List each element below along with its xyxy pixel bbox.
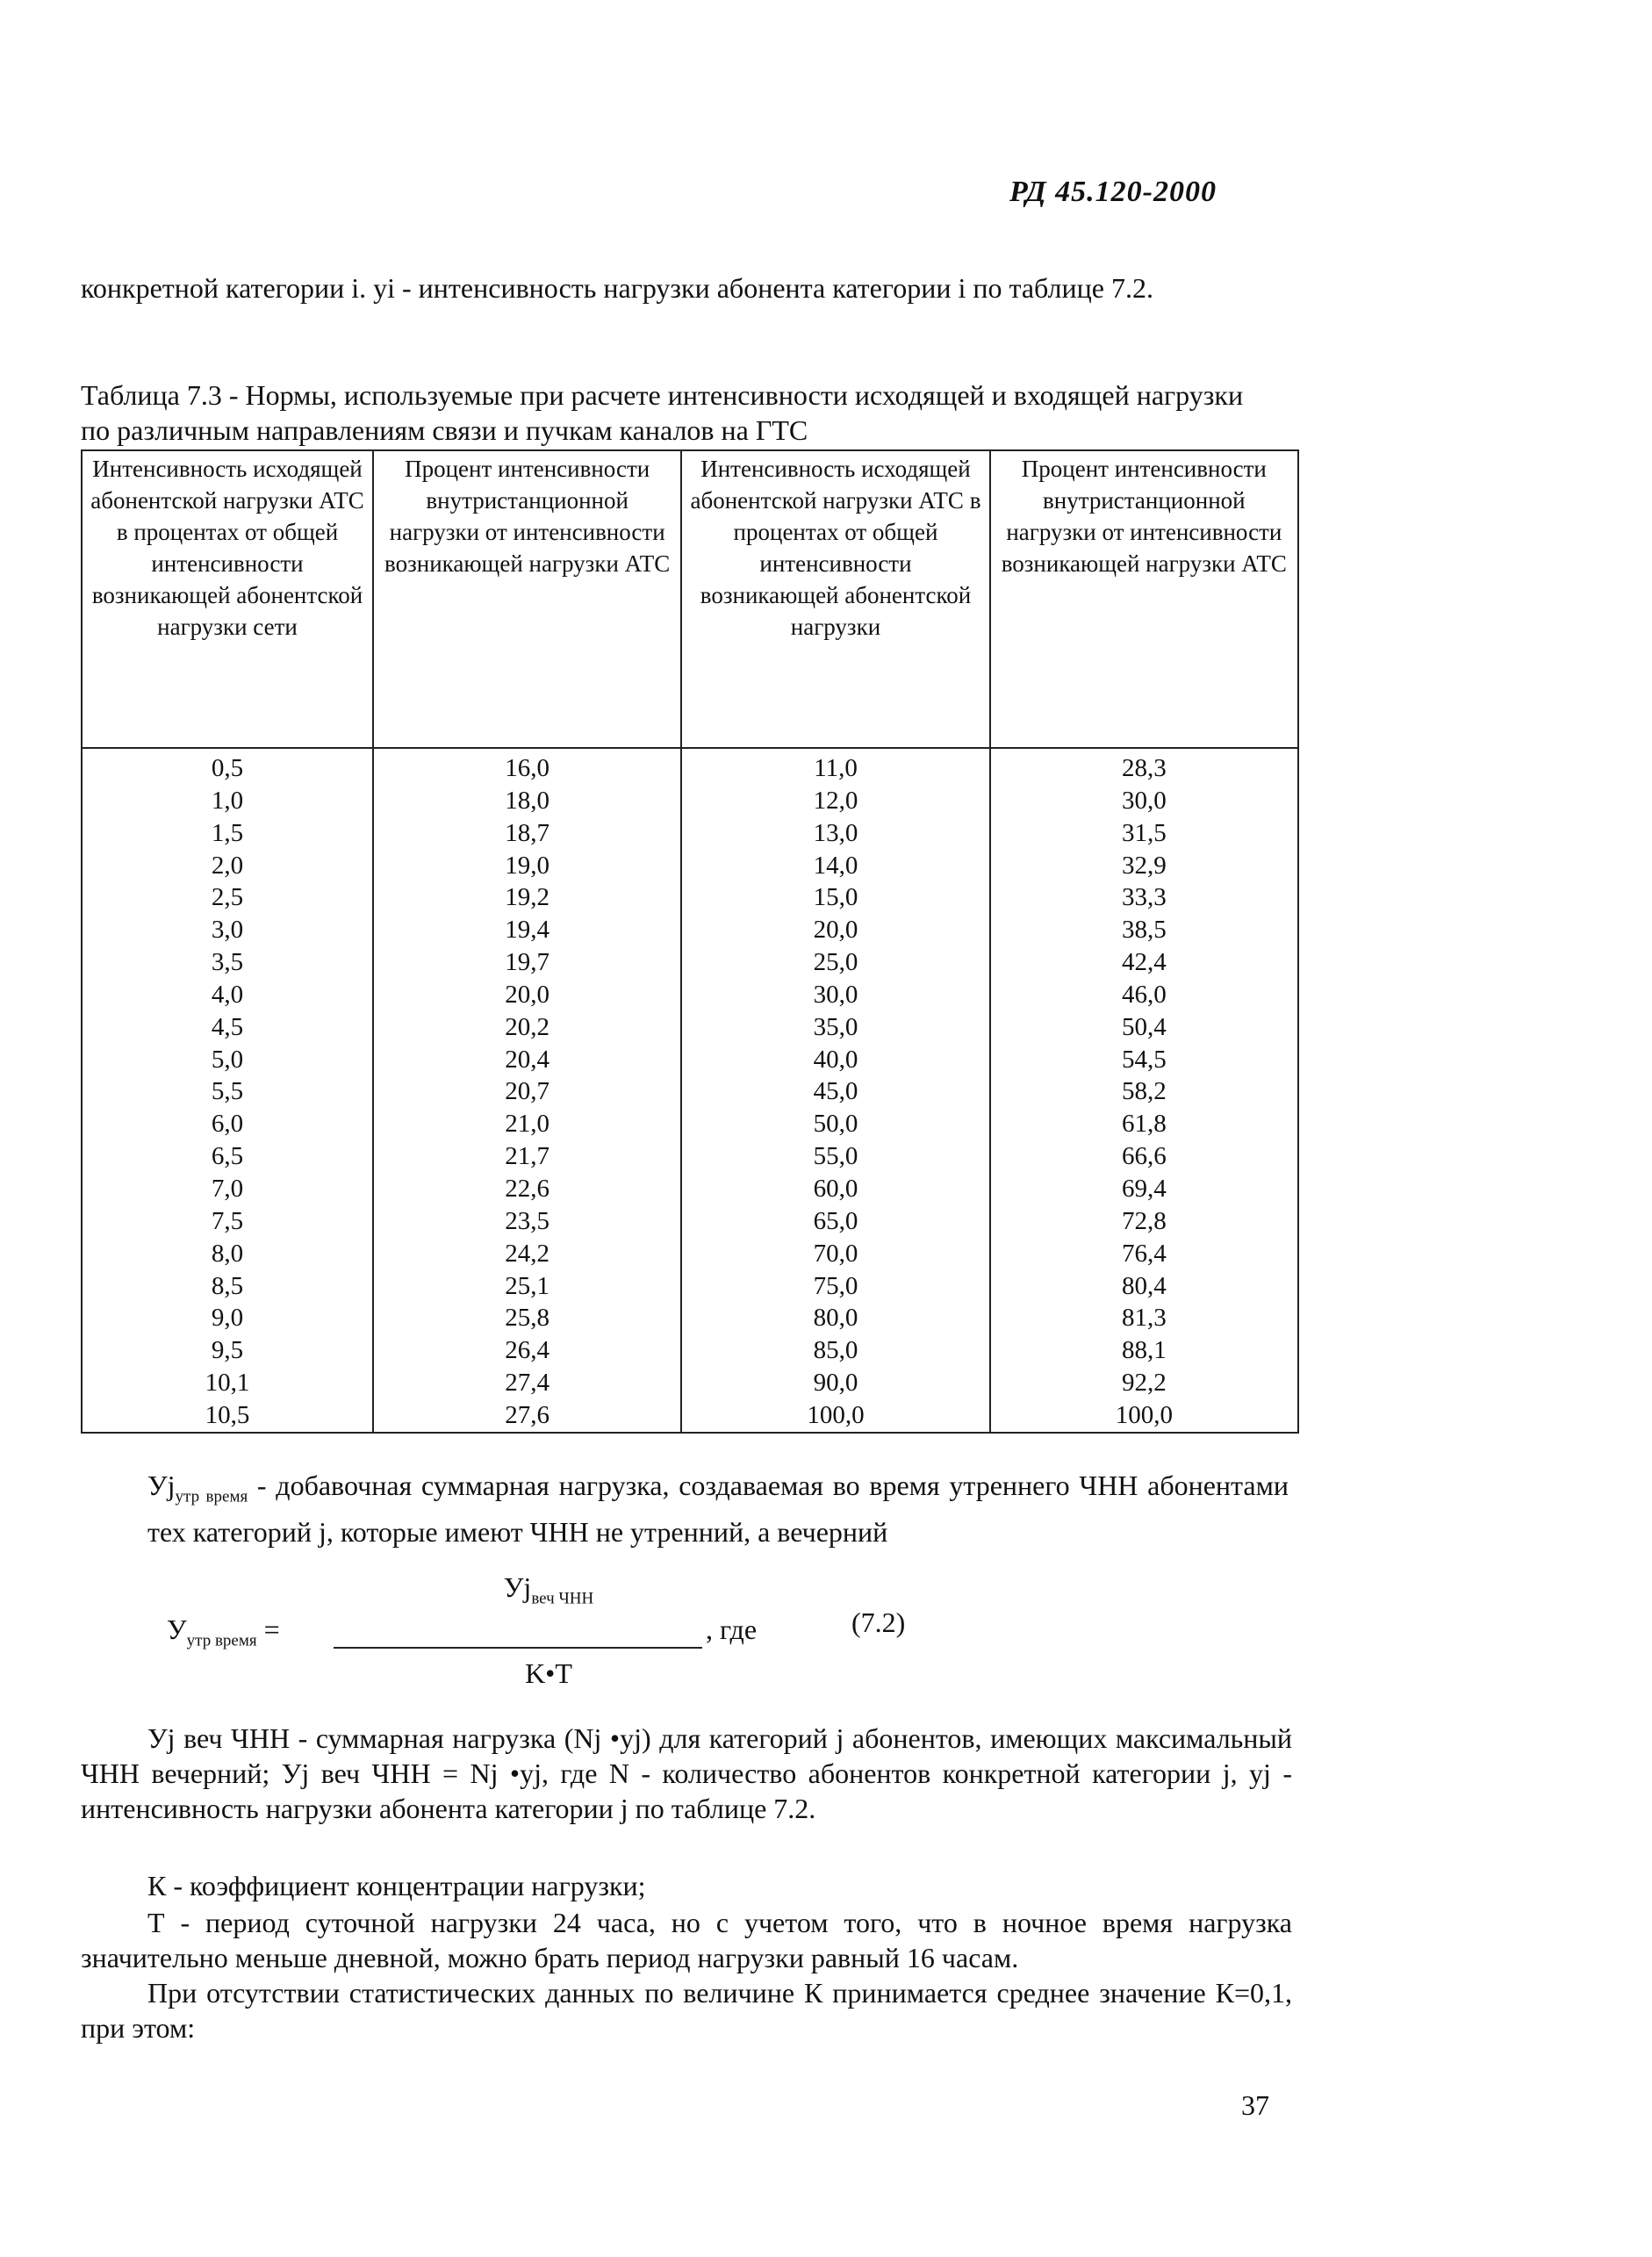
- table-row: [82, 785, 1298, 817]
- table-cell: 50,4: [990, 1011, 1298, 1044]
- table-cell: 10,1: [82, 1367, 373, 1399]
- table-row: [82, 1334, 1298, 1367]
- table-cell: 4,0: [82, 979, 373, 1011]
- table-cell: 92,2: [990, 1367, 1298, 1399]
- table-cell: 28,3: [990, 748, 1298, 785]
- table-cell: 14,0: [681, 850, 989, 882]
- formula-num-sub: веч ЧНН: [531, 1589, 594, 1608]
- table-cell: 30,0: [990, 785, 1298, 817]
- table-cell: 20,4: [373, 1044, 681, 1076]
- fraction-bar: [334, 1647, 702, 1649]
- equation-number: (7.2): [851, 1606, 906, 1638]
- formula-suffix: , где: [706, 1614, 758, 1645]
- table-cell: 61,8: [990, 1108, 1298, 1140]
- table-cell: 31,5: [990, 817, 1298, 850]
- table-cell: 19,0: [373, 850, 681, 882]
- table-row: [82, 748, 1298, 785]
- table-cell: 76,4: [990, 1238, 1298, 1270]
- table-caption: Таблица 7.3 - Нормы, используемые при расчете интенсивности исходящей и входящей нагрузки по различным направлениям связи и пучкам каналов на ГТС: [81, 379, 1244, 446]
- table-cell: 18,7: [373, 817, 681, 850]
- col-header-outgoing-share: Интенсивность исходящей абонентской нагрузки АТС в процентах от общей интенсивности возникающей абонентской нагрузки сети: [82, 450, 373, 748]
- table-cell: 21,7: [373, 1140, 681, 1173]
- table-row: [82, 1302, 1298, 1334]
- table-row: [82, 1367, 1298, 1399]
- table-cell: 60,0: [681, 1173, 989, 1205]
- table-header-row: [82, 450, 1298, 748]
- table-cell: 20,2: [373, 1011, 681, 1044]
- table-row: [82, 881, 1298, 914]
- table-row: [82, 914, 1298, 946]
- norms-table: [81, 449, 1299, 1434]
- table-cell: 8,5: [82, 1270, 373, 1303]
- table-cell: 80,4: [990, 1270, 1298, 1303]
- col-header-intrastation-percent-2: Процент интенсивности внутристанционной нагрузки от интенсивности возникающей нагрузки АТС: [990, 450, 1298, 748]
- table-cell: 88,1: [990, 1334, 1298, 1367]
- table-row: [82, 1205, 1298, 1238]
- table-cell: 20,7: [373, 1075, 681, 1108]
- table-cell: 69,4: [990, 1173, 1298, 1205]
- table-cell: 20,0: [373, 979, 681, 1011]
- table-row: [82, 1399, 1298, 1433]
- symbol-y: Уj: [147, 1470, 176, 1501]
- table-cell: 45,0: [681, 1075, 989, 1108]
- table-cell: 0,5: [82, 748, 373, 785]
- symbol-sub: утр время: [175, 1487, 248, 1506]
- table-row: [82, 946, 1298, 979]
- table-cell: 70,0: [681, 1238, 989, 1270]
- table-cell: 27,4: [373, 1367, 681, 1399]
- table-row: [82, 979, 1298, 1011]
- table-cell: 12,0: [681, 785, 989, 817]
- table-cell: 80,0: [681, 1302, 989, 1334]
- table-cell: 50,0: [681, 1108, 989, 1140]
- formula-denominator: K•T: [525, 1657, 572, 1689]
- table-cell: 19,4: [373, 914, 681, 946]
- table-cell: 100,0: [681, 1399, 989, 1433]
- table-cell: 20,0: [681, 914, 989, 946]
- formula-lhs: [167, 1614, 280, 1650]
- para-y-morning: [147, 1468, 1289, 1549]
- table-cell: 23,5: [373, 1205, 681, 1238]
- formula-numerator: [386, 1571, 711, 1608]
- table-body: [82, 748, 1298, 1433]
- table-cell: 13,0: [681, 817, 989, 850]
- table-row: [82, 1270, 1298, 1303]
- intro-paragraph: конкретной категории i. yi - интенсивность нагрузки абонента категории i по таблице 7.2.: [81, 272, 1153, 304]
- table-cell: 15,0: [681, 881, 989, 914]
- table-cell: 65,0: [681, 1205, 989, 1238]
- table-row: [82, 1075, 1298, 1108]
- document-code-header: РД 45.120-2000: [1009, 176, 1217, 208]
- table-cell: 18,0: [373, 785, 681, 817]
- table-cell: 32,9: [990, 850, 1298, 882]
- table-cell: 54,5: [990, 1044, 1298, 1076]
- table-cell: 40,0: [681, 1044, 989, 1076]
- table-cell: 8,0: [82, 1238, 373, 1270]
- table-cell: 46,0: [990, 979, 1298, 1011]
- table-row: [82, 1173, 1298, 1205]
- table-cell: 2,5: [82, 881, 373, 914]
- table-cell: 25,1: [373, 1270, 681, 1303]
- table-cell: 10,5: [82, 1399, 373, 1433]
- table-cell: 42,4: [990, 946, 1298, 979]
- table-cell: 21,0: [373, 1108, 681, 1140]
- table-cell: 6,0: [82, 1108, 373, 1140]
- table-cell: 1,0: [82, 785, 373, 817]
- table-row: [82, 817, 1298, 850]
- table-cell: 35,0: [681, 1011, 989, 1044]
- table-cell: 25,0: [681, 946, 989, 979]
- table-cell: 75,0: [681, 1270, 989, 1303]
- para-y-morning-text: - добавочная суммарная нагрузка, создаваемая во время утреннего ЧНН абонентами тех категорий j, которые имеют ЧНН не утренний, а вечерний: [147, 1470, 1289, 1549]
- formula-7-2: [167, 1571, 957, 1694]
- table-row: [82, 850, 1298, 882]
- table-cell: 72,8: [990, 1205, 1298, 1238]
- page-number: 37: [1241, 2089, 1269, 2121]
- formula-lhs-symbol: У: [167, 1614, 187, 1645]
- table-cell: 9,5: [82, 1334, 373, 1367]
- table-cell: 66,6: [990, 1140, 1298, 1173]
- table-cell: 7,5: [82, 1205, 373, 1238]
- table-cell: 16,0: [373, 748, 681, 785]
- col-header-outgoing-share-2: Интенсивность исходящей абонентской нагрузки АТС в процентах от общей интенсивности возникающей абонентской нагрузки: [681, 450, 989, 748]
- table-cell: 6,5: [82, 1140, 373, 1173]
- formula-equals: =: [256, 1614, 280, 1645]
- table-cell: 22,6: [373, 1173, 681, 1205]
- table-cell: 100,0: [990, 1399, 1298, 1433]
- table-cell: 2,0: [82, 850, 373, 882]
- table-cell: 11,0: [681, 748, 989, 785]
- table-cell: 5,0: [82, 1044, 373, 1076]
- table-cell: 26,4: [373, 1334, 681, 1367]
- table-cell: 33,3: [990, 881, 1298, 914]
- table-row: [82, 1238, 1298, 1270]
- table-cell: 5,5: [82, 1075, 373, 1108]
- para-t: Т - период суточной нагрузки 24 часа, но с учетом того, что в ночное время нагрузка значительно меньше дневной, можно брать период нагрузки равный 16 часам.: [81, 1907, 1292, 1973]
- table-cell: 55,0: [681, 1140, 989, 1173]
- table-cell: 1,5: [82, 817, 373, 850]
- table-cell: 58,2: [990, 1075, 1298, 1108]
- table-cell: 25,8: [373, 1302, 681, 1334]
- table-cell: 9,0: [82, 1302, 373, 1334]
- table-cell: 85,0: [681, 1334, 989, 1367]
- table-row: [82, 1044, 1298, 1076]
- table-cell: 3,0: [82, 914, 373, 946]
- table-row: [82, 1011, 1298, 1044]
- table-cell: 19,2: [373, 881, 681, 914]
- table-cell: 30,0: [681, 979, 989, 1011]
- para-y-evening: Уj веч ЧНН - суммарная нагрузка (Nj •yj) для категорий j абонентов, имеющих максимальный ЧНН вечерний; Уj веч ЧНН = Nj •yj, где N - количество абонентов конкретной категории j, yj - интенсивность нагрузки абонента категории j по таблице 7.2.: [81, 1722, 1293, 1824]
- table-cell: 38,5: [990, 914, 1298, 946]
- table-cell: 90,0: [681, 1367, 989, 1399]
- para-k: К - коэффициент концентрации нагрузки;: [147, 1870, 646, 1901]
- table-cell: 27,6: [373, 1399, 681, 1433]
- col-header-intrastation-percent: Процент интенсивности внутристанционной нагрузки от интенсивности возникающей нагрузки АТС: [373, 450, 681, 748]
- formula-num-symbol: Уj: [503, 1571, 532, 1603]
- table-cell: 3,5: [82, 946, 373, 979]
- table-row: [82, 1108, 1298, 1140]
- table-cell: 24,2: [373, 1238, 681, 1270]
- formula-lhs-sub: утр время: [186, 1631, 257, 1650]
- table-cell: 81,3: [990, 1302, 1298, 1334]
- table-cell: 19,7: [373, 946, 681, 979]
- para-no-stats: При отсутствии статистических данных по величине К принимается среднее значение К=0,1, при этом:: [81, 1977, 1292, 2044]
- table-cell: 7,0: [82, 1173, 373, 1205]
- table-row: [82, 1140, 1298, 1173]
- table-cell: 4,5: [82, 1011, 373, 1044]
